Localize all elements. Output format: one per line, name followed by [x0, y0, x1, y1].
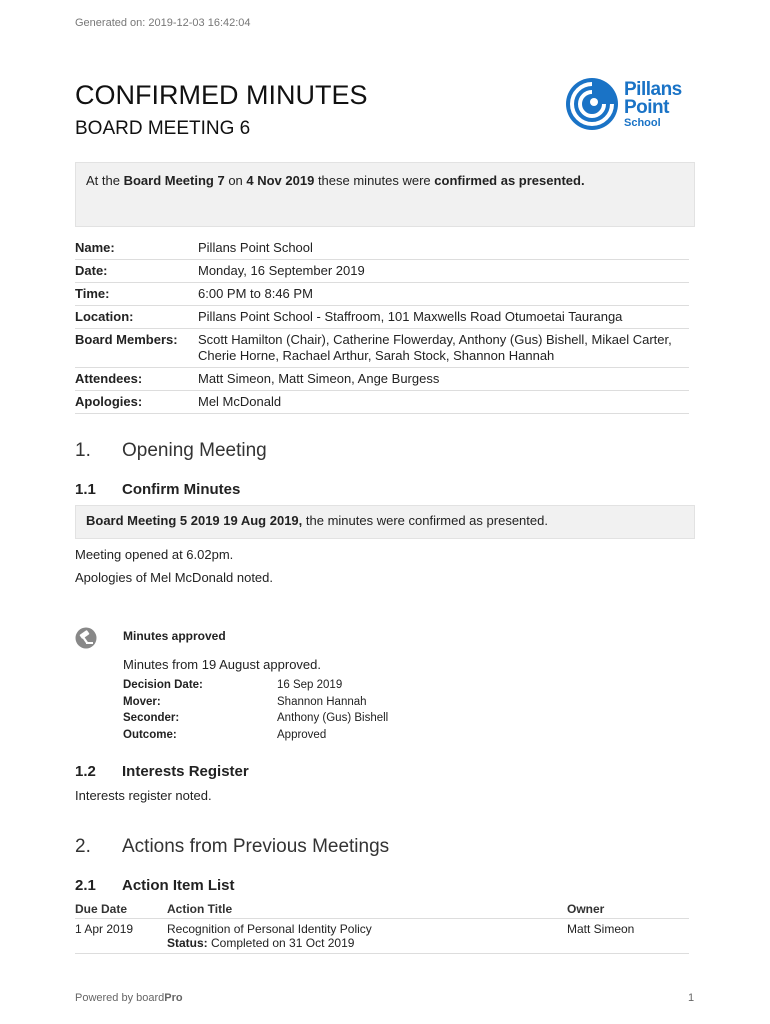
- motion-value: Approved: [277, 728, 327, 741]
- column-header: Due Date: [75, 902, 167, 919]
- previous-minutes-box: Board Meeting 5 2019 19 Aug 2019, the minutes were confirmed as presented.: [75, 505, 695, 539]
- wave-logo-icon: [564, 76, 622, 132]
- motion-label: Decision Date:: [123, 679, 203, 691]
- confirmation-date: 4 Nov 2019: [246, 173, 315, 188]
- info-value: Monday, 16 September 2019: [198, 260, 689, 283]
- page-title: CONFIRMED MINUTES: [75, 80, 368, 110]
- info-value: Scott Hamilton (Chair), Catherine Flowerday, Anthony (Gus) Bishell, Mikael Carter, Cherie Horne, Rachael Arthur, Sarah Stock, Shannon Hannah: [198, 329, 689, 368]
- subsection-heading: 1.2 Interests Register: [75, 763, 249, 780]
- paragraph: Apologies of Mel McDonald noted.: [75, 570, 274, 585]
- column-header: Owner: [567, 902, 689, 919]
- info-row: [75, 283, 689, 306]
- motion-value: Anthony (Gus) Bishell: [277, 712, 389, 724]
- subsection-heading: 1.1 Confirm Minutes: [75, 481, 241, 498]
- info-label: Date:: [75, 260, 198, 283]
- info-label: Board Members:: [75, 329, 198, 368]
- info-value: 6:00 PM to 8:46 PM: [198, 283, 689, 306]
- info-row: [75, 368, 689, 391]
- info-label: Time:: [75, 283, 198, 306]
- section-heading: 2. Actions from Previous Meetings: [75, 836, 390, 857]
- motion-label: Outcome:: [123, 728, 177, 741]
- info-row: [75, 260, 689, 283]
- info-value: Pillans Point School - Staffroom, 101 Maxwells Road Otumoetai Tauranga: [198, 306, 689, 329]
- subsection-heading: 2.1 Action Item List: [75, 877, 235, 894]
- motion-label: Mover:: [123, 695, 161, 708]
- page-number: 1: [688, 992, 695, 1004]
- motion-value: 16 Sep 2019: [277, 679, 343, 691]
- info-label: Name:: [75, 237, 198, 260]
- column-header: Action Title: [167, 902, 567, 919]
- school-logo: [564, 76, 694, 134]
- page-subtitle: BOARD MEETING 6: [75, 118, 251, 139]
- paragraph: Meeting opened at 6.02pm.: [75, 547, 234, 562]
- motion-title: Minutes approved: [123, 629, 226, 643]
- paragraph: Interests register noted.: [75, 788, 212, 803]
- motion-label: Seconder:: [123, 712, 180, 724]
- logo-text-line1: Pillans: [624, 79, 682, 100]
- generated-timestamp: Generated on: 2019-12-03 16:42:04: [75, 17, 251, 29]
- logo-text-line2: Point: [624, 97, 669, 118]
- motion-text: Minutes from 19 August approved.: [123, 657, 322, 672]
- confirmation-status: confirmed as presented.: [434, 173, 585, 188]
- action-title-cell: Recognition of Personal Identity Policy Status: Completed on 31 Oct 2019: [167, 919, 567, 954]
- table-row: [75, 919, 689, 954]
- motion-row: [123, 710, 388, 727]
- motion-row: [123, 677, 388, 694]
- info-label: Attendees:: [75, 368, 198, 391]
- info-row: [75, 391, 689, 414]
- confirming-meeting: Board Meeting 7: [123, 173, 225, 188]
- info-value: Mel McDonald: [198, 391, 689, 414]
- section-heading: 1. Opening Meeting: [75, 440, 267, 461]
- logo-text-line3: School: [624, 117, 661, 129]
- footer-powered-by: Powered by boardPro: [75, 992, 183, 1004]
- motion-row: [123, 694, 388, 711]
- motion-details: [123, 677, 388, 743]
- due-date-cell: 1 Apr 2019: [75, 919, 167, 954]
- meeting-info-table: [75, 237, 689, 414]
- info-row: [75, 306, 689, 329]
- confirmation-notice: At the Board Meeting 7 on 4 Nov 2019 these minutes were confirmed as presented.: [75, 162, 695, 227]
- info-label: Location:: [75, 306, 198, 329]
- motion-value: Shannon Hannah: [277, 695, 367, 708]
- info-value: Pillans Point School: [198, 237, 689, 260]
- info-label: Apologies:: [75, 391, 198, 414]
- action-item-table: [75, 902, 689, 954]
- info-row: [75, 329, 689, 368]
- info-value: Matt Simeon, Matt Simeon, Ange Burgess: [198, 368, 689, 391]
- owner-cell: Matt Simeon: [567, 919, 689, 954]
- info-row: [75, 237, 689, 260]
- gavel-icon: [75, 627, 97, 649]
- motion-row: [123, 727, 388, 744]
